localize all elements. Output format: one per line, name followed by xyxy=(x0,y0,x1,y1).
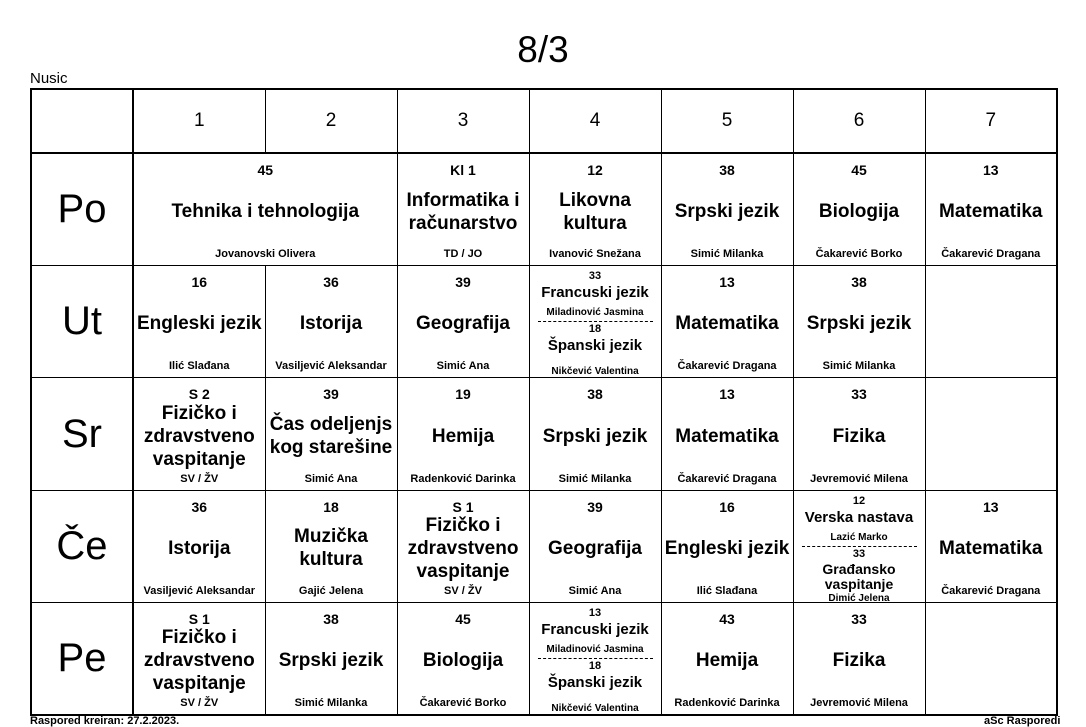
lesson-cell xyxy=(661,378,793,490)
subject-name: Istorija xyxy=(299,313,363,335)
teacher-name: Simić Milanka xyxy=(822,360,896,373)
lesson-cell xyxy=(265,266,397,378)
subject-name: Biologija xyxy=(422,649,504,671)
lesson-cell xyxy=(793,153,925,266)
subject-name: Srpski jezik xyxy=(278,649,384,671)
room-number: 38 xyxy=(323,610,339,627)
teacher-name: Čakarević Dragana xyxy=(677,360,777,373)
room-number: 13 xyxy=(588,606,602,619)
split-lesson-cell xyxy=(529,266,661,378)
lesson-cell xyxy=(265,490,397,602)
teacher-name: SV / ŽV xyxy=(444,584,482,597)
footer-created: Raspored kreiran: 27.2.2023. xyxy=(30,715,180,727)
subject-name: Francuski jezik xyxy=(541,620,649,638)
subject-name: Matematika xyxy=(939,537,1043,559)
subject-name: Španski jezik xyxy=(547,673,643,691)
subject-name: Istorija xyxy=(168,537,231,559)
teacher-name: Miladinović Jasmina xyxy=(546,307,644,319)
teacher-name: Vasiljević Aleksandar xyxy=(275,360,387,373)
room-number: 39 xyxy=(455,274,471,291)
room-number: 12 xyxy=(852,494,866,507)
subject-name: Geografija xyxy=(416,313,510,335)
lesson-cell xyxy=(133,153,397,266)
teacher-name: Čakarević Borko xyxy=(419,697,507,709)
subject-name: Španski jezik xyxy=(547,337,643,355)
room-number: 45 xyxy=(257,162,274,179)
subject-name: Srpski jezik xyxy=(674,201,780,223)
teacher-name: SV / ŽV xyxy=(180,697,219,709)
empty-cell xyxy=(925,266,1057,378)
teacher-name: Vasiljević Aleksandar xyxy=(143,584,255,597)
split-lesson-cell xyxy=(793,490,925,602)
subject-name: Biologija xyxy=(818,201,900,223)
teacher-name: Čakarević Dragana xyxy=(941,248,1041,261)
room-number: S 2 xyxy=(188,386,210,403)
subject-name: Verska nastava xyxy=(804,508,914,526)
room-number: 43 xyxy=(719,610,735,627)
day-row xyxy=(31,602,1057,715)
empty-cell xyxy=(925,602,1057,715)
subject-name: Građansko vaspitanje xyxy=(822,560,896,592)
footer-brand: aSc Rasporedi xyxy=(984,715,1061,727)
room-number: 16 xyxy=(719,498,735,515)
lesson-cell xyxy=(133,266,265,378)
teacher-name: Nikčević Valentina xyxy=(551,702,639,714)
day-row xyxy=(31,266,1057,378)
lesson-cell xyxy=(397,602,529,715)
lesson-cell xyxy=(397,153,529,266)
teacher-name: Simić Ana xyxy=(436,360,490,373)
teacher-name: Miladinović Jasmina xyxy=(546,643,644,655)
day-row xyxy=(31,490,1057,602)
room-number: 38 xyxy=(587,386,603,403)
lesson-group xyxy=(538,659,653,714)
subject-name: Fizičko i zdravstveno vaspitanje xyxy=(143,626,255,694)
subject-name: Fizičko i zdravstveno vaspitanje xyxy=(143,402,255,470)
subject-name: Srpski jezik xyxy=(806,313,912,335)
teacher-name: Ilić Slađana xyxy=(168,360,230,373)
subject-name: Fizika xyxy=(832,649,886,671)
teacher-name: Jevremović Milena xyxy=(810,697,908,709)
subject-name: Hemija xyxy=(431,425,495,447)
teacher-name: Lazić Marko xyxy=(830,531,888,543)
teacher-name: Simić Milanka xyxy=(690,248,764,261)
subject-name: Muzička kultura xyxy=(294,526,368,571)
lesson-group xyxy=(538,266,653,322)
page-title: 8/3 xyxy=(517,29,569,70)
room-number: 19 xyxy=(455,386,471,403)
lesson-cell xyxy=(661,602,793,715)
lesson-cell xyxy=(397,266,529,378)
room-number: 12 xyxy=(587,162,603,179)
period-header: 3 xyxy=(397,89,529,153)
subject-name: Engleski jezik xyxy=(136,313,262,335)
lesson-cell xyxy=(133,602,265,715)
teacher-name: TD / JO xyxy=(443,248,483,261)
room-number: 16 xyxy=(191,274,208,291)
lesson-cell xyxy=(529,378,661,490)
lesson-cell xyxy=(793,602,925,715)
room-number: 36 xyxy=(191,498,208,515)
subject-name: Fizičko i zdravstveno vaspitanje xyxy=(407,514,519,582)
room-number: 33 xyxy=(851,386,867,403)
teacher-name: Dimić Jelena xyxy=(828,592,890,604)
empty-cell xyxy=(925,378,1057,490)
period-header: 1 xyxy=(133,89,265,153)
lesson-cell xyxy=(793,266,925,378)
lesson-cell xyxy=(133,490,265,602)
room-number: 39 xyxy=(323,386,339,403)
subject-name: Hemija xyxy=(695,649,759,671)
teacher-name: Čakarević Dragana xyxy=(677,472,777,485)
author-label: Nusic xyxy=(30,70,68,87)
room-number: 33 xyxy=(852,547,866,560)
day-label: Po xyxy=(31,153,133,266)
lesson-cell xyxy=(397,490,529,602)
room-number: S 1 xyxy=(452,498,474,515)
lesson-cell xyxy=(265,378,397,490)
split-lesson-cell xyxy=(529,602,661,715)
day-row xyxy=(31,153,1057,266)
period-header: 6 xyxy=(793,89,925,153)
corner-cell xyxy=(31,89,133,153)
period-header: 4 xyxy=(529,89,661,153)
room-number: Kl 1 xyxy=(450,162,476,179)
timetable-grid xyxy=(30,88,1058,716)
lesson-cell xyxy=(529,490,661,602)
room-number: 18 xyxy=(588,323,602,336)
lesson-cell xyxy=(661,490,793,602)
room-number: 13 xyxy=(719,274,735,291)
subject-name: Fizika xyxy=(832,425,886,447)
teacher-name: Simić Milanka xyxy=(294,697,368,709)
room-number: 36 xyxy=(323,274,339,291)
lesson-cell xyxy=(133,378,265,490)
lesson-group xyxy=(538,603,653,659)
day-label: Ut xyxy=(31,266,133,378)
room-number: 33 xyxy=(851,610,867,627)
teacher-name: Radenković Darinka xyxy=(410,472,516,485)
teacher-name: Čakarević Dragana xyxy=(941,584,1041,597)
day-label: Pe xyxy=(31,602,133,715)
teacher-name: Simić Milanka xyxy=(558,472,632,485)
lesson-group xyxy=(538,322,653,377)
room-number: 45 xyxy=(851,162,867,179)
day-row xyxy=(31,378,1057,490)
room-number: 39 xyxy=(587,498,603,515)
lesson-cell xyxy=(661,153,793,266)
lesson-cell xyxy=(397,378,529,490)
teacher-name: Radenković Darinka xyxy=(674,697,780,709)
teacher-name: Simić Ana xyxy=(304,472,358,485)
teacher-name: Gajić Jelena xyxy=(298,584,364,597)
teacher-name: Jevremović Milena xyxy=(810,472,908,485)
subject-name: Srpski jezik xyxy=(542,425,648,447)
lesson-cell xyxy=(925,153,1057,266)
teacher-name: Ivanović Snežana xyxy=(549,248,641,261)
teacher-name: Ilić Slađana xyxy=(696,584,758,597)
teacher-name: Nikčević Valentina xyxy=(551,366,639,378)
teacher-name: Jovanovski Olivera xyxy=(215,248,316,261)
day-label: Sr xyxy=(31,378,133,490)
subject-name: Čas odeljenjs kog starešine xyxy=(269,414,393,459)
room-number: 45 xyxy=(455,610,471,627)
subject-name: Geografija xyxy=(548,537,642,559)
period-header: 5 xyxy=(661,89,793,153)
teacher-name: Simić Ana xyxy=(568,584,622,597)
subject-name: Likovna kultura xyxy=(559,189,631,234)
lesson-cell xyxy=(661,266,793,378)
lesson-group xyxy=(802,491,917,547)
subject-name: Matematika xyxy=(939,201,1043,223)
room-number: S 1 xyxy=(188,610,210,627)
subject-name: Informatika i računarstvo xyxy=(406,189,520,234)
room-number: 33 xyxy=(588,270,602,283)
subject-name: Engleski jezik xyxy=(664,537,790,559)
subject-name: Matematika xyxy=(675,313,779,335)
room-number: 13 xyxy=(982,498,999,515)
lesson-cell xyxy=(925,490,1057,602)
room-number: 38 xyxy=(719,162,735,179)
header-row xyxy=(31,89,1057,153)
subject-name: Tehnika i tehnologija xyxy=(171,201,360,223)
subject-name: Francuski jezik xyxy=(541,284,649,302)
lesson-cell xyxy=(265,602,397,715)
room-number: 13 xyxy=(719,386,735,403)
period-header: 2 xyxy=(265,89,397,153)
lesson-cell xyxy=(793,378,925,490)
room-number: 38 xyxy=(851,274,867,291)
room-number: 13 xyxy=(982,162,999,179)
period-header: 7 xyxy=(925,89,1057,153)
teacher-name: SV / ŽV xyxy=(180,472,219,485)
lesson-cell xyxy=(529,153,661,266)
lesson-group xyxy=(802,547,917,602)
subject-name: Matematika xyxy=(675,425,779,447)
room-number: 18 xyxy=(588,659,602,672)
room-number: 18 xyxy=(323,498,339,515)
day-label: Če xyxy=(31,490,133,602)
teacher-name: Čakarević Borko xyxy=(815,248,903,261)
